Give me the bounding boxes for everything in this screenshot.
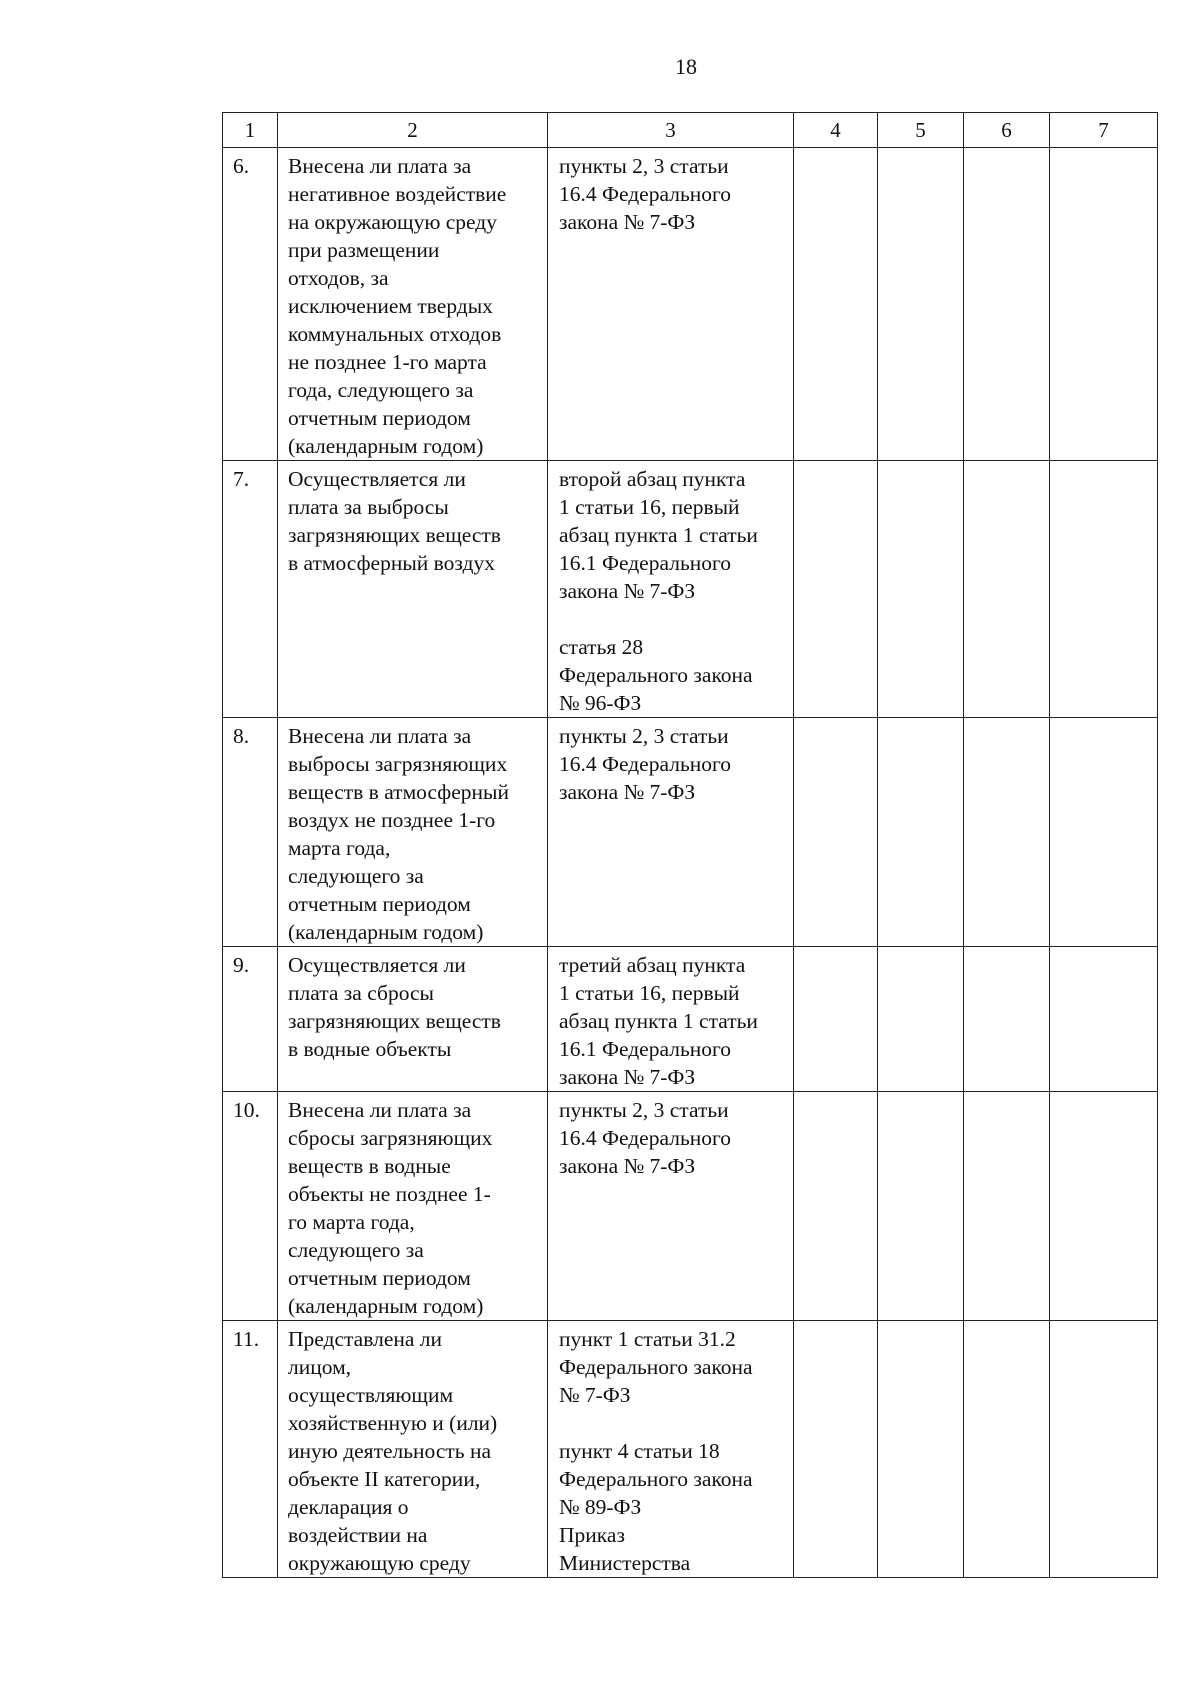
question-line: при размещении [288,238,440,262]
answer-cell-c6 [964,947,1050,1092]
answer-cell-c4 [794,1092,878,1321]
question-line: веществ в водные [288,1154,451,1178]
table-row [223,718,1158,947]
answer-cell-c6 [964,148,1050,461]
answer-cell-c7 [1050,718,1158,947]
question-line: иную деятельность на [288,1439,492,1463]
reference-line: Федерального закона [559,1355,753,1379]
question-line: хозяйственную и (или) [288,1411,498,1435]
reference-line: № 96-ФЗ [559,691,642,715]
question-line: отчетным периодом [288,892,471,916]
question-line: загрязняющих веществ [288,523,501,547]
reference-line: 16.1 Федерального [559,551,732,575]
answer-cell-c5 [878,718,964,947]
answer-cell-c5 [878,947,964,1092]
reference-block [559,1325,789,1409]
question-line: воздух не позднее 1-го [288,808,496,832]
question-line: плата за выбросы [288,495,449,519]
table-row [223,461,1158,718]
reference-line: абзац пункта 1 статьи [559,1009,758,1033]
question-line: (календарным годом) [288,920,484,944]
question-line: Внесена ли плата за [288,1098,472,1122]
question-line: го марта года, [288,1210,415,1234]
reference-line: третий абзац пункта [559,953,746,977]
answer-cell-c6 [964,718,1050,947]
question-line: отчетным периодом [288,1266,471,1290]
row-number: 6. [223,148,278,461]
question-line: веществ в атмосферный [288,780,509,804]
answer-cell-c5 [878,461,964,718]
column-header: 2 [278,113,548,148]
question-line: объекте II категории, [288,1467,481,1491]
legal-reference [548,148,794,461]
question-line: следующего за [288,864,424,888]
answer-cell-c7 [1050,148,1158,461]
reference-line: пункты 2, 3 статьи [559,724,729,748]
question-line: исключением твердых [288,294,493,318]
answer-cell-c5 [878,148,964,461]
reference-line: пункт 4 статьи 18 [559,1439,720,1463]
reference-line: закона № 7-ФЗ [559,780,696,804]
question-line: плата за сбросы [288,981,434,1005]
answer-cell-c6 [964,1092,1050,1321]
answer-cell-c7 [1050,947,1158,1092]
table-row [223,947,1158,1092]
legal-reference [548,1092,794,1321]
question-line: следующего за [288,1238,424,1262]
question-line: на окружающую среду [288,210,497,234]
reference-line: Министерства [559,1551,691,1575]
answer-cell-c5 [878,1321,964,1578]
reference-line: Федерального закона [559,663,753,687]
reference-block [559,465,789,605]
reference-line: второй абзац пункта [559,467,746,491]
requirement-question [278,1092,548,1321]
question-line: года, следующего за [288,378,474,402]
reference-line: 1 статьи 16, первый [559,981,740,1005]
row-number: 8. [223,718,278,947]
reference-line: закона № 7-ФЗ [559,210,696,234]
answer-cell-c4 [794,947,878,1092]
table-row [223,148,1158,461]
row-number: 11. [223,1321,278,1578]
question-line: окружающую среду [288,1551,471,1575]
header-row [223,113,1158,148]
reference-line: закона № 7-ФЗ [559,579,696,603]
table-row [223,1092,1158,1321]
question-line: коммунальных отходов [288,322,502,346]
question-line: лицом, [288,1355,352,1379]
legal-reference [548,947,794,1092]
question-line: не позднее 1-го марта [288,350,487,374]
legal-reference [548,1321,794,1578]
question-line: (календарным годом) [288,1294,484,1318]
answer-cell-c7 [1050,461,1158,718]
reference-line: Федерального закона [559,1467,753,1491]
requirement-question [278,461,548,718]
reference-line: 16.4 Федерального [559,1126,732,1150]
reference-line: статья 28 [559,635,644,659]
question-line: марта года, [288,836,391,860]
question-line: выбросы загрязняющих [288,752,508,776]
requirement-question [278,947,548,1092]
reference-line: № 7-ФЗ [559,1383,631,1407]
answer-cell-c4 [794,1321,878,1578]
question-line: в водные объекты [288,1037,452,1061]
table-row [223,1321,1158,1578]
row-number: 7. [223,461,278,718]
reference-line: 16.1 Федерального [559,1037,732,1061]
reference-block [559,152,789,236]
reference-line: № 89-ФЗ [559,1495,642,1519]
legal-reference [548,461,794,718]
question-line: негативное воздействие [288,182,507,206]
reference-line: пункт 1 статьи 31.2 [559,1327,736,1351]
reference-line: абзац пункта 1 статьи [559,523,758,547]
question-line: Осуществляется ли [288,953,466,977]
reference-block [559,951,789,1091]
column-header: 4 [794,113,878,148]
reference-line: Приказ [559,1523,625,1547]
table-body [223,148,1158,1578]
answer-cell-c6 [964,1321,1050,1578]
checklist-table [222,112,1158,1578]
question-line: Внесена ли плата за [288,154,472,178]
question-line: отходов, за [288,266,389,290]
question-line: Представлена ли [288,1327,443,1351]
question-line: загрязняющих веществ [288,1009,501,1033]
question-line: в атмосферный воздух [288,551,495,575]
reference-line: пункты 2, 3 статьи [559,154,729,178]
column-header: 3 [548,113,794,148]
question-line: объекты не позднее 1- [288,1182,491,1206]
answer-cell-c4 [794,148,878,461]
column-header: 1 [223,113,278,148]
reference-line: закона № 7-ФЗ [559,1154,696,1178]
row-number: 10. [223,1092,278,1321]
answer-cell-c4 [794,461,878,718]
reference-line: 16.4 Федерального [559,752,732,776]
page-number: 18 [675,54,697,79]
reference-line: 16.4 Федерального [559,182,732,206]
reference-line: закона № 7-ФЗ [559,1065,696,1089]
question-line: воздействии на [288,1523,428,1547]
question-line: осуществляющим [288,1383,454,1407]
answer-cell-c4 [794,718,878,947]
reference-line: пункты 2, 3 статьи [559,1098,729,1122]
reference-block [559,633,789,717]
question-line: отчетным периодом [288,406,471,430]
requirement-question [278,718,548,947]
column-header: 5 [878,113,964,148]
answer-cell-c6 [964,461,1050,718]
question-line: Осуществляется ли [288,467,466,491]
answer-cell-c5 [878,1092,964,1321]
reference-block [559,722,789,806]
answer-cell-c7 [1050,1092,1158,1321]
legal-reference [548,718,794,947]
answer-cell-c7 [1050,1321,1158,1578]
reference-block [559,1096,789,1180]
question-line: Внесена ли плата за [288,724,472,748]
requirement-question [278,148,548,461]
requirement-question [278,1321,548,1578]
question-line: сбросы загрязняющих [288,1126,493,1150]
question-line: (календарным годом) [288,434,484,458]
question-line: декларация о [288,1495,409,1519]
column-header: 7 [1050,113,1158,148]
reference-block [559,1437,789,1577]
row-number: 9. [223,947,278,1092]
column-header: 6 [964,113,1050,148]
reference-line: 1 статьи 16, первый [559,495,740,519]
